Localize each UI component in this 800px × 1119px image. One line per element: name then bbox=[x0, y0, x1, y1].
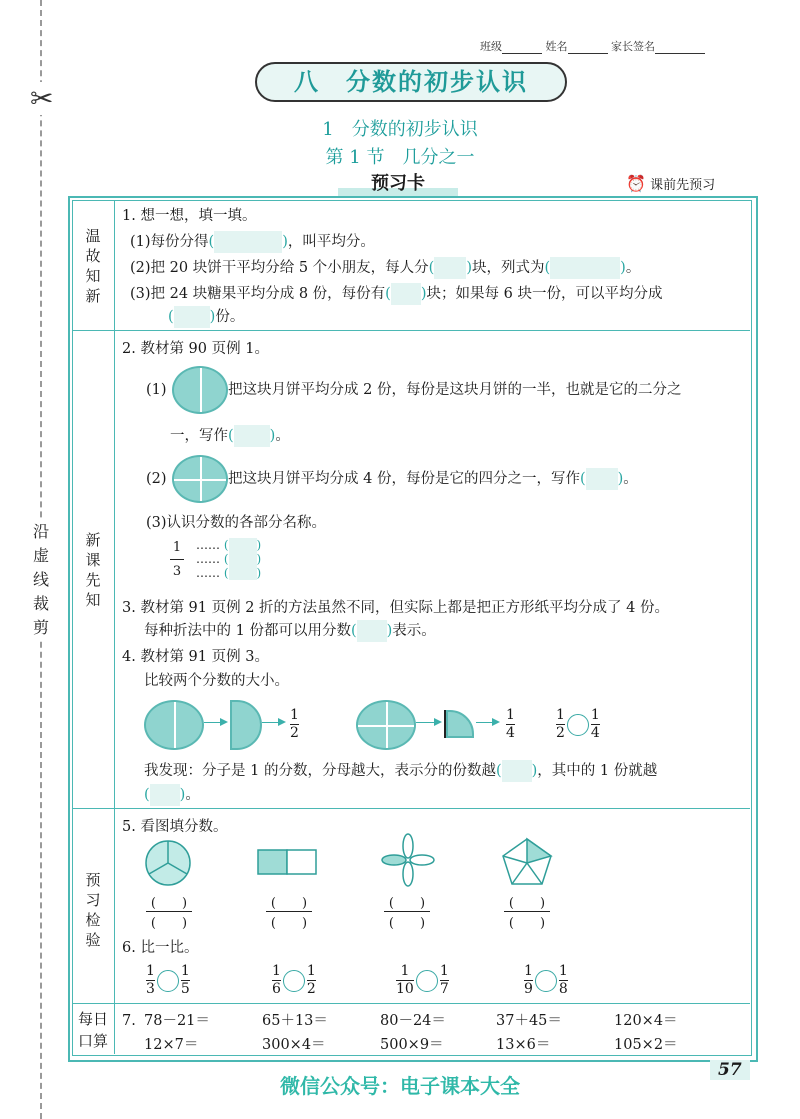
answer-blank[interactable]: ( ) bbox=[223, 538, 262, 552]
answer-blank[interactable]: ( ) bbox=[228, 425, 275, 447]
class-label: 班级 bbox=[480, 40, 502, 53]
discovery-line bbox=[144, 760, 657, 782]
question-6: 6. 比一比。 bbox=[122, 940, 199, 956]
pentagon-fifths-figure bbox=[500, 836, 554, 888]
row-divider bbox=[72, 330, 750, 331]
text: 我发现：分子是 1 的分数，分母越大，表示分的份数越 bbox=[144, 763, 496, 779]
review-line-4 bbox=[168, 306, 244, 328]
fraction-one-half: 1 2 bbox=[290, 707, 299, 741]
compare-item: $\frac{1}{3}$ $\frac{1}{5}$ bbox=[146, 963, 190, 997]
example-2-prefix: (2) bbox=[146, 471, 167, 487]
column-divider bbox=[114, 200, 115, 1054]
compare-circle[interactable] bbox=[157, 970, 179, 992]
text: (2)把 20 块饼干平均分给 5 个小朋友，每人分 bbox=[130, 260, 429, 276]
clock-icon: ⏰ bbox=[626, 174, 646, 193]
answer-blank[interactable]: ( ) bbox=[168, 306, 215, 328]
row-divider bbox=[72, 1003, 750, 1004]
math-item: 37＋45＝ bbox=[496, 1013, 562, 1029]
section-label-mental: 每日 口算 bbox=[77, 1010, 108, 1050]
answer-blank[interactable]: ( ) bbox=[223, 566, 262, 580]
question-1: 1. 想一想，填一填。 bbox=[122, 208, 257, 224]
fraction-part-blanks bbox=[196, 538, 261, 580]
example-1-prefix: (1) bbox=[146, 382, 167, 398]
example-2-text bbox=[228, 468, 638, 490]
text: 块；如果每 6 块一份，可以平均分成 bbox=[426, 286, 663, 302]
text: (3)把 24 块糖果平均分成 8 份，每份有 bbox=[130, 286, 386, 302]
page-number: 57 bbox=[710, 1060, 750, 1080]
review-line-3 bbox=[130, 283, 662, 305]
dots: …… bbox=[196, 566, 220, 580]
fraction-answer-blank[interactable]: ( ) ( ) bbox=[266, 892, 312, 931]
text: ，叫平均分。 bbox=[287, 234, 375, 250]
math-item: 300×4＝ bbox=[262, 1037, 326, 1053]
answer-blank[interactable]: ( ) bbox=[144, 784, 185, 806]
question-4-sub: 比较两个分数的大小。 bbox=[144, 673, 289, 689]
compare-item: $\frac{1}{9}$ $\frac{1}{8}$ bbox=[524, 963, 568, 997]
compare-circle[interactable] bbox=[416, 970, 438, 992]
arrow-icon bbox=[204, 722, 226, 723]
math-item: 65＋13＝ bbox=[262, 1013, 328, 1029]
math-item: 500×9＝ bbox=[380, 1037, 444, 1053]
question-4: 4. 教材第 91 页例 3。 bbox=[122, 649, 269, 665]
preview-label: 课前先预习 bbox=[650, 178, 716, 193]
flower-quarters-figure bbox=[380, 832, 436, 888]
mooncake-halves-image bbox=[172, 366, 228, 414]
text: 。 bbox=[275, 428, 290, 444]
mental-label: 7. bbox=[122, 1013, 136, 1029]
fraction-one-quarter: 1 4 bbox=[506, 707, 515, 741]
section-title: 1 分数的初步认识 bbox=[322, 119, 478, 140]
example-3: (3)认识分数的各部分名称。 bbox=[146, 515, 327, 531]
circle-thirds-figure bbox=[140, 838, 196, 888]
answer-blank[interactable]: ( ) bbox=[385, 283, 426, 305]
compare-circle[interactable] bbox=[283, 970, 305, 992]
preview-badge bbox=[626, 174, 715, 193]
compare-item: $\frac{1}{6}$ $\frac{1}{2}$ bbox=[272, 963, 316, 997]
fraction-answer-blank[interactable]: ( ) ( ) bbox=[504, 892, 550, 931]
section-label-new: 新 课 先 知 bbox=[85, 531, 101, 609]
answer-blank[interactable]: ( ) bbox=[209, 231, 288, 253]
denominator: 3 bbox=[172, 564, 182, 579]
card-title: 预习卡 bbox=[338, 170, 458, 198]
math-item: 80－24＝ bbox=[380, 1013, 446, 1029]
fraction-answer-blank[interactable]: ( ) ( ) bbox=[146, 892, 192, 931]
footer-watermark: 微信公众号：电子课本大全 bbox=[280, 1074, 520, 1098]
fraction-answer-blank[interactable]: ( ) ( ) bbox=[384, 892, 430, 931]
example-1-text: 把这块月饼平均分成 2 份，每份是这块月饼的一半，也就是它的二分之 bbox=[228, 382, 682, 398]
math-item: 13×6＝ bbox=[496, 1037, 551, 1053]
example-1-cont bbox=[170, 425, 290, 447]
name-field[interactable] bbox=[568, 41, 608, 54]
class-field[interactable] bbox=[502, 41, 542, 54]
text: 。 bbox=[623, 471, 638, 487]
question-3: 3. 教材第 91 页例 2 折的方法虽然不同，但实际上都是把正方形纸平均分成了 4 份。 bbox=[122, 600, 669, 616]
question-3-cont bbox=[144, 620, 436, 642]
parent-sign-label: 家长签名 bbox=[611, 40, 655, 53]
row-divider bbox=[72, 808, 750, 809]
answer-blank[interactable]: ( ) bbox=[223, 552, 262, 566]
scissors-icon: ✂ bbox=[30, 82, 54, 115]
question-2: 2. 教材第 90 页例 1。 bbox=[122, 341, 269, 357]
side-cut-text: 沿 虚 线 裁 剪 bbox=[30, 520, 52, 640]
lesson-title: 第 1 节 几分之一 bbox=[325, 147, 475, 168]
text: (1)每份分得 bbox=[130, 234, 209, 250]
answer-blank[interactable]: ( ) bbox=[429, 257, 472, 279]
question-5: 5. 看图填分数。 bbox=[122, 819, 228, 835]
math-item: 78－21＝ bbox=[144, 1013, 210, 1029]
answer-blank[interactable]: ( ) bbox=[580, 468, 623, 490]
review-line-2 bbox=[130, 257, 640, 279]
text: 把这块月饼平均分成 4 份，每份是它的四分之一，写作 bbox=[228, 471, 580, 487]
text: 块，列式为 bbox=[472, 260, 545, 276]
text: 一，写作 bbox=[170, 428, 228, 444]
mooncake-whole-image bbox=[144, 700, 204, 750]
answer-blank[interactable]: ( ) bbox=[545, 257, 626, 279]
section-label-check: 预 习 检 验 bbox=[85, 871, 101, 949]
text: 每种折法中的 1 份都可以用分数 bbox=[144, 623, 351, 639]
review-line-1 bbox=[130, 231, 375, 253]
text: 表示。 bbox=[392, 623, 436, 639]
math-item: 12×7＝ bbox=[144, 1037, 199, 1053]
text: 。 bbox=[185, 787, 200, 803]
math-item: 105×2＝ bbox=[614, 1037, 678, 1053]
answer-blank[interactable]: ( ) bbox=[496, 760, 537, 782]
fraction-bar bbox=[170, 559, 184, 560]
math-item: 120×4＝ bbox=[614, 1013, 678, 1029]
compare-item: $\frac{1}{10}$ $\frac{1}{7}$ bbox=[396, 963, 449, 997]
dots: …… bbox=[196, 538, 220, 552]
arrow-icon bbox=[416, 722, 440, 723]
text: 份。 bbox=[215, 309, 245, 325]
mooncake-whole-image bbox=[356, 700, 416, 750]
compare-half-quarter: $\frac{1}{2}$ $\frac{1}{4}$ bbox=[556, 707, 600, 741]
mooncake-quarters-image bbox=[172, 455, 228, 503]
name-label: 姓名 bbox=[545, 40, 568, 53]
student-info bbox=[480, 38, 760, 54]
discovery-line-2 bbox=[144, 784, 200, 806]
answer-blank[interactable]: ( ) bbox=[351, 620, 392, 642]
fraction-parts-diagram bbox=[170, 540, 184, 579]
dots: …… bbox=[196, 552, 220, 566]
compare-circle[interactable] bbox=[567, 714, 589, 736]
arrow-icon bbox=[476, 722, 498, 723]
text: ，其中的 1 份就越 bbox=[537, 763, 658, 779]
rectangle-halves-figure bbox=[256, 848, 318, 876]
chapter-title: 八 分数的初步认识 bbox=[255, 62, 567, 102]
text: 。 bbox=[625, 260, 641, 276]
compare-circle[interactable] bbox=[535, 970, 557, 992]
numerator: 1 bbox=[172, 540, 182, 555]
parent-sign-field[interactable] bbox=[655, 41, 705, 54]
section-label-review: 温 故 知 新 bbox=[85, 227, 101, 305]
arrow-icon bbox=[262, 722, 284, 723]
